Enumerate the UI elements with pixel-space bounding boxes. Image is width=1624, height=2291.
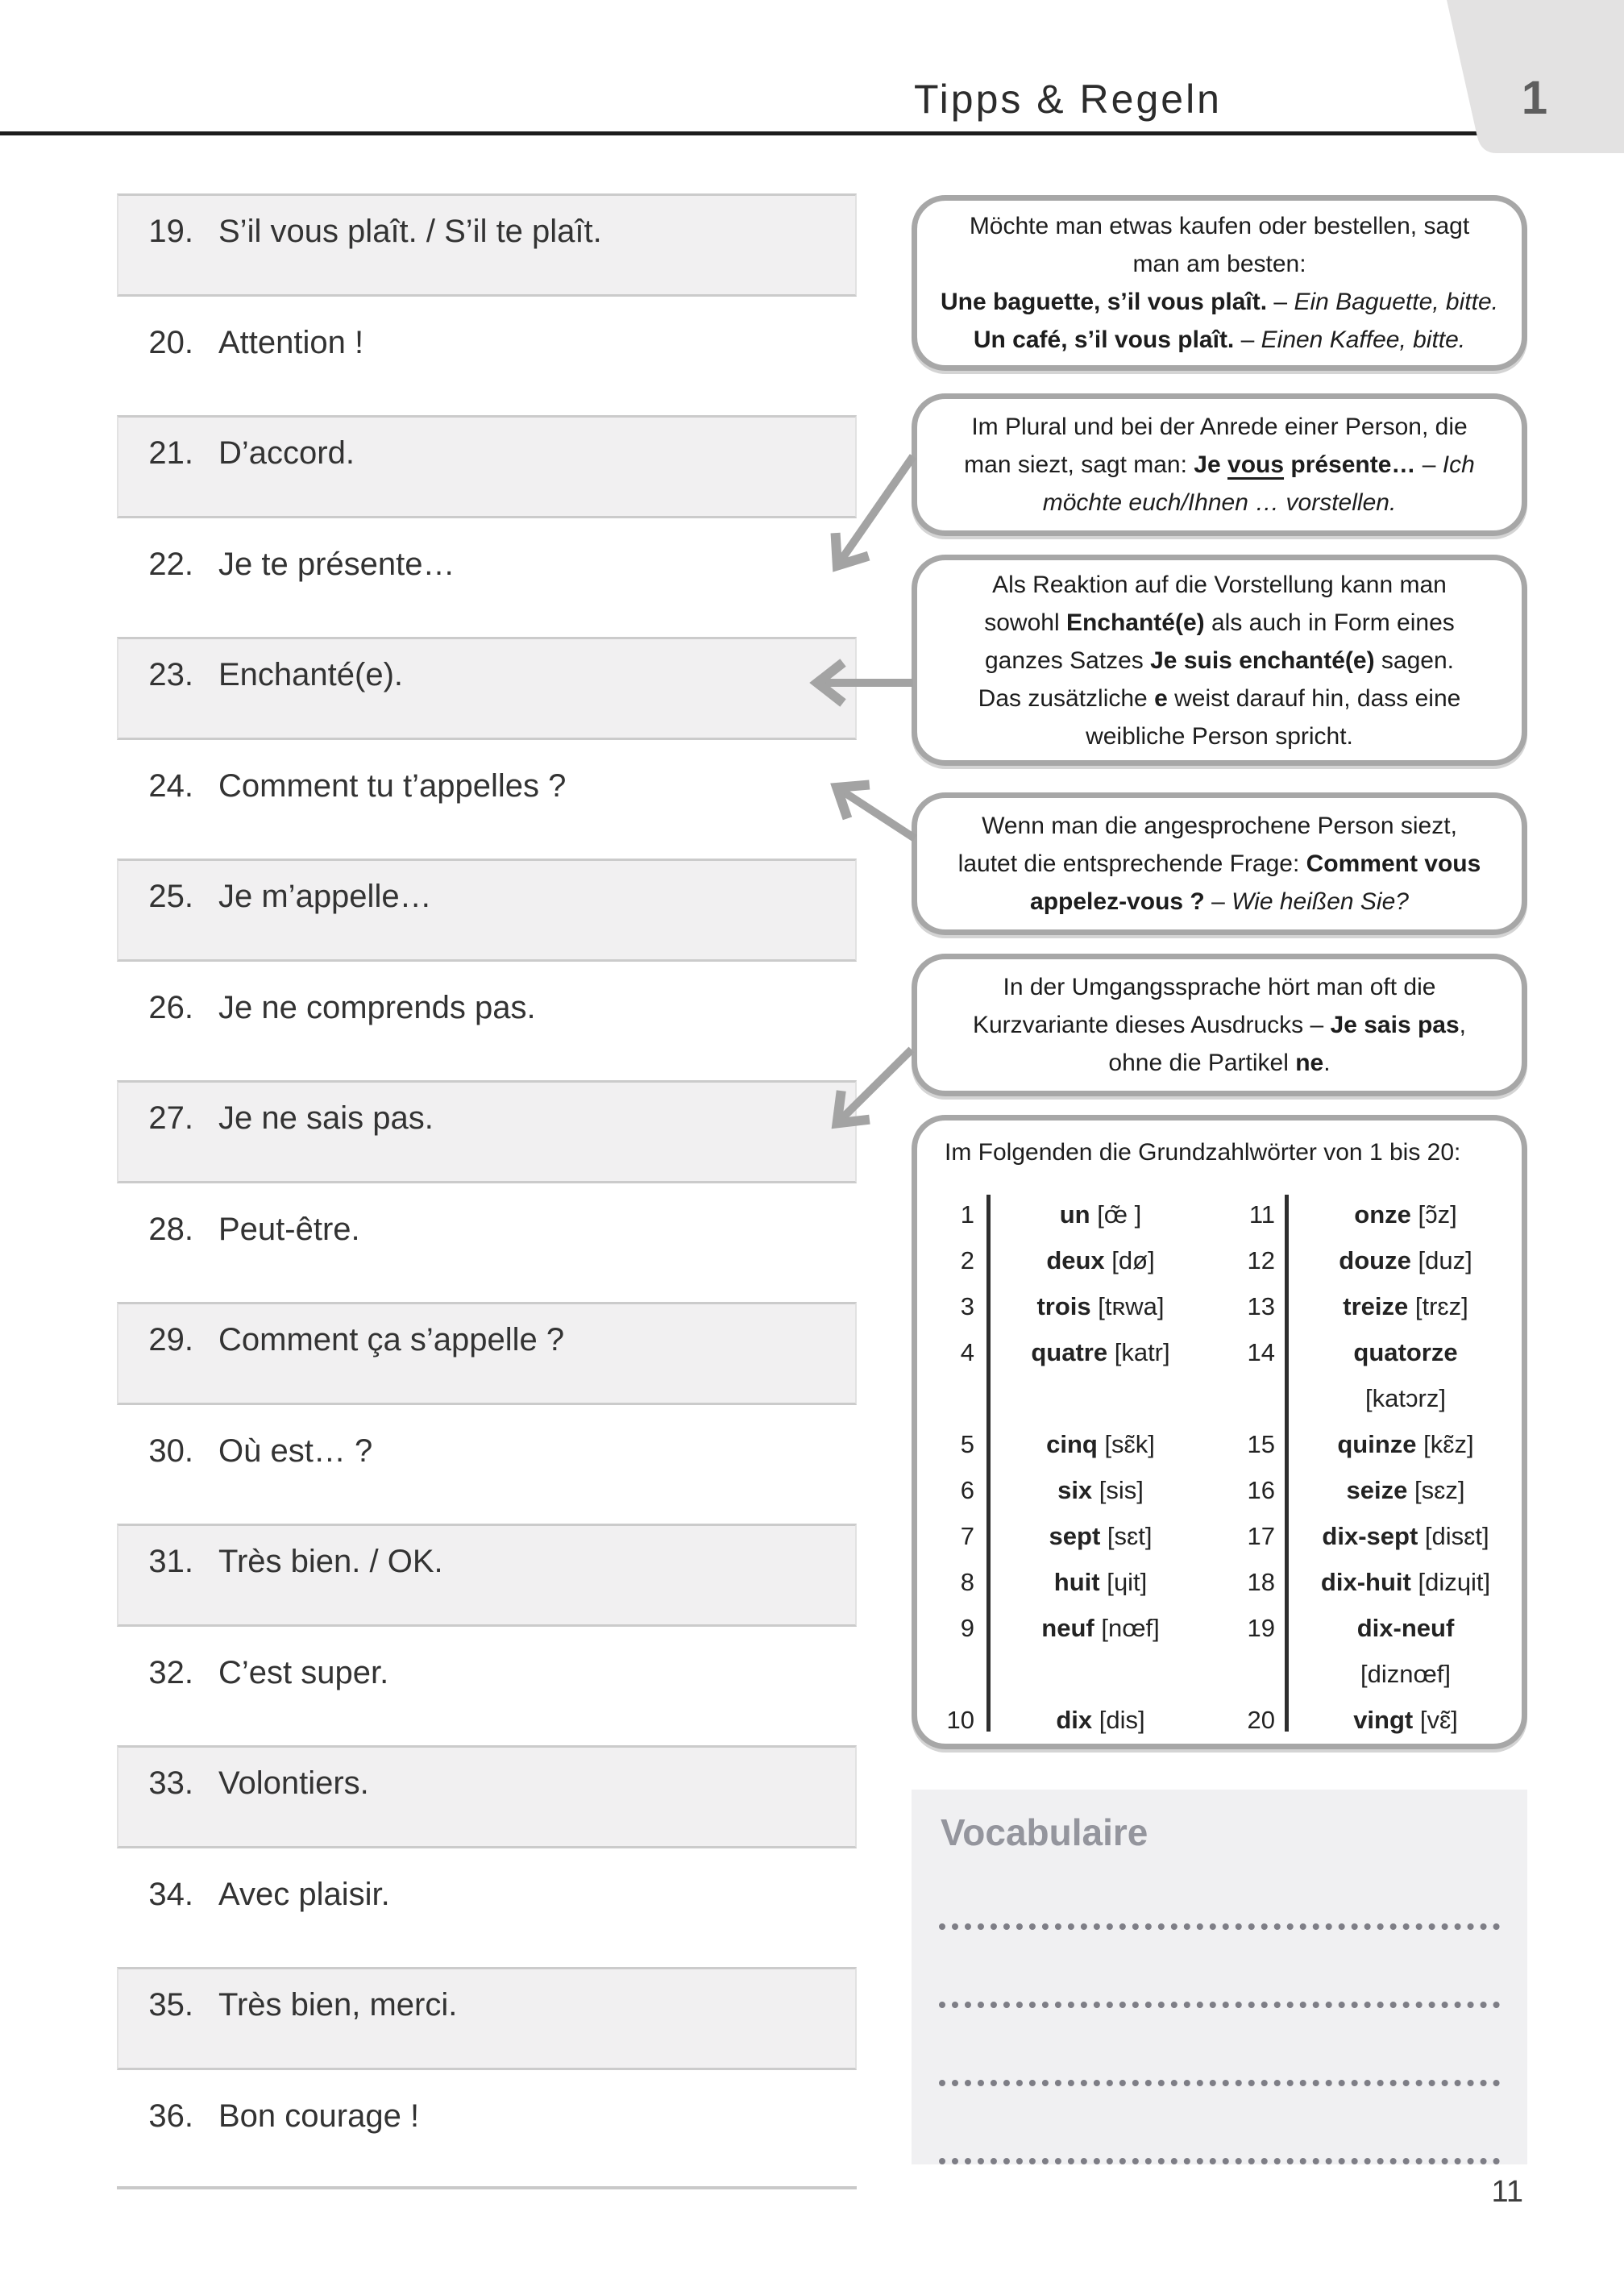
- phonetic: [œ̃ ]: [1097, 1200, 1142, 1229]
- phonetic: [dis]: [1099, 1706, 1145, 1734]
- list-item: [117, 1080, 857, 1191]
- word-cell: [1280, 1283, 1522, 1329]
- text-segment: Je suis enchanté(e): [1150, 647, 1375, 674]
- number-cell: 18: [1247, 1568, 1275, 1596]
- list-item-line: [117, 1635, 857, 1691]
- list-item-number: 27.: [148, 1100, 193, 1136]
- number-cell: 9: [960, 1614, 974, 1642]
- list-item-number: 20.: [148, 324, 193, 360]
- word-cell: [986, 1283, 1215, 1329]
- number-cell: 13: [1247, 1292, 1275, 1320]
- text-segment: weibliche Person spricht.: [1086, 722, 1353, 750]
- text-segment: Als Reaktion auf die Vorstellung kann man: [992, 571, 1447, 598]
- list-item-line: [117, 1967, 857, 2023]
- text-segment: ganzes Satzes: [985, 647, 1151, 674]
- list-item: [117, 2078, 857, 2189]
- text-segment: e: [1154, 684, 1168, 712]
- callout-text-line: [938, 717, 1501, 755]
- number-cell: 5: [960, 1430, 974, 1458]
- phonetic: [dø]: [1111, 1246, 1155, 1274]
- french-word: cinq: [1046, 1430, 1105, 1458]
- list-item-number: 29.: [148, 1322, 193, 1358]
- list-item-number: 33.: [148, 1765, 193, 1801]
- callout-text-line: [938, 604, 1501, 642]
- text-segment: weist darauf hin, dass eine: [1167, 684, 1461, 712]
- word-cell: [986, 1237, 1215, 1283]
- list-item-text: Enchanté(e).: [218, 657, 404, 692]
- text-segment: man siezt, sagt man:: [964, 451, 1194, 478]
- french-word: sept: [1049, 1522, 1107, 1550]
- list-item: [117, 415, 857, 526]
- list-item: [117, 1524, 857, 1635]
- text-segment: man am besten:: [1132, 251, 1306, 277]
- list-item-line: [117, 637, 857, 693]
- list-item-text: S’il vous plaît. / S’il te plaît.: [218, 214, 602, 249]
- callout-buy-order: [912, 195, 1527, 371]
- text-segment: appelez-vous ?: [1030, 888, 1205, 915]
- list-item-number: 35.: [148, 1987, 193, 2023]
- list-item-number: 34.: [148, 1876, 193, 1912]
- callout-text-line: [938, 845, 1501, 883]
- page-title: Tipps & Regeln: [914, 77, 1222, 122]
- text-segment: –: [1267, 289, 1294, 315]
- numbers-table-rows: [917, 1191, 1522, 1743]
- numbers-table-row: [917, 1467, 1522, 1513]
- list-item-line: [117, 1524, 857, 1580]
- word-cell: [986, 1421, 1215, 1467]
- list-item-line: [117, 1413, 857, 1470]
- list-item-text: Je te présente…: [218, 546, 455, 582]
- word-cell: [986, 1559, 1215, 1605]
- list-item-text: Très bien, merci.: [218, 1987, 458, 2023]
- table-rule-left: [986, 1195, 991, 1732]
- text-segment: Das zusätzliche: [978, 684, 1155, 712]
- list-item-number: 24.: [148, 767, 193, 804]
- callout-text-line: [938, 642, 1501, 680]
- callout-text-line: [938, 968, 1501, 1006]
- phonetic: [sis]: [1099, 1476, 1144, 1504]
- phonetic: [ɔ̃z]: [1418, 1200, 1457, 1229]
- text-segment: Wie heißen Sie?: [1231, 888, 1409, 915]
- text-segment: sowohl: [984, 609, 1066, 636]
- phonetic: [disɛt]: [1424, 1522, 1489, 1550]
- text-segment: Comment vous: [1306, 850, 1481, 877]
- list-item: [117, 1302, 857, 1413]
- callout-text-line: [938, 321, 1501, 359]
- french-word: quatorze: [1353, 1338, 1458, 1366]
- list-item-number: 26.: [148, 989, 193, 1025]
- text-segment: –: [1415, 451, 1443, 478]
- phonetic: [katɔrz]: [1365, 1384, 1446, 1412]
- word-cell: [986, 1329, 1215, 1421]
- phrase-list: [117, 193, 857, 2189]
- text-segment: .: [1323, 1050, 1331, 1076]
- callout-text-line: [938, 883, 1501, 921]
- list-item-line: [117, 193, 857, 250]
- word-cell: [1280, 1513, 1522, 1559]
- numbers-table-row: [917, 1421, 1522, 1467]
- list-item-text: Je ne comprends pas.: [218, 989, 536, 1025]
- number-cell: 17: [1247, 1522, 1275, 1550]
- list-item-text: Attention !: [218, 324, 364, 360]
- text-segment: Möchte man etwas kaufen oder bestellen, sagt: [969, 213, 1470, 239]
- callout-text-line: [938, 1044, 1501, 1082]
- list-item: [117, 748, 857, 859]
- phonetic: [tʀwa]: [1098, 1292, 1165, 1320]
- text-segment: ohne die Partikel: [1108, 1050, 1296, 1076]
- list-item: [117, 859, 857, 970]
- word-cell: [1280, 1421, 1522, 1467]
- numbers-table-row: [917, 1605, 1522, 1697]
- list-item-text: Où est… ?: [218, 1432, 373, 1469]
- callout-text-line: [938, 283, 1501, 321]
- numbers-table: [917, 1191, 1522, 1743]
- callout-text-line: [938, 207, 1501, 245]
- number-cell: 14: [1247, 1338, 1275, 1366]
- list-item-line: [117, 1856, 857, 1913]
- list-item: [117, 637, 857, 748]
- phonetic: [sɛt]: [1107, 1522, 1153, 1550]
- number-cell: 8: [960, 1568, 974, 1596]
- number-cell: 20: [1247, 1706, 1275, 1734]
- text-segment: Wenn man die angesprochene Person siezt,: [982, 813, 1457, 839]
- list-item-text: Avec plaisir.: [218, 1876, 390, 1912]
- list-item-line: [117, 526, 857, 583]
- list-item-line: [117, 1302, 857, 1358]
- callout-text-line: [938, 484, 1501, 522]
- phonetic: [vɛ̃]: [1419, 1706, 1458, 1734]
- phonetic: [dizɥit]: [1418, 1568, 1491, 1596]
- text-segment: Je: [1194, 451, 1228, 478]
- list-item-number: 28.: [148, 1211, 193, 1247]
- list-item: [117, 526, 857, 638]
- french-word: deux: [1046, 1246, 1112, 1274]
- list-item-number: 22.: [148, 546, 193, 582]
- number-cell: 3: [960, 1292, 974, 1320]
- phonetic: [ɥit]: [1107, 1568, 1148, 1596]
- french-word: dix-huit: [1320, 1568, 1418, 1596]
- list-item: [117, 970, 857, 1081]
- list-item: [117, 1967, 857, 2078]
- number-cell: 2: [960, 1246, 974, 1274]
- vocabulaire-panel: [912, 1790, 1527, 2164]
- dotted-writing-line: [939, 2158, 1500, 2164]
- list-bottom-divider: [117, 2186, 857, 2189]
- text-segment: –: [1234, 326, 1261, 353]
- text-segment: als auch in Form eines: [1204, 609, 1455, 636]
- list-item-text: Peut-être.: [218, 1211, 360, 1247]
- text-segment: présente…: [1284, 451, 1416, 478]
- phonetic: [nœf]: [1101, 1614, 1160, 1642]
- list-item-line: [117, 1080, 857, 1137]
- text-segment: vous: [1227, 451, 1285, 478]
- numbers-table-row: [917, 1559, 1522, 1605]
- list-item: [117, 1635, 857, 1746]
- callout-text-line: [938, 680, 1501, 717]
- text-segment: ,: [1459, 1012, 1467, 1038]
- list-item-text: C’est super.: [218, 1654, 389, 1690]
- word-cell: [1280, 1559, 1522, 1605]
- numbers-box: [912, 1115, 1527, 1749]
- numbers-table-row: [917, 1191, 1522, 1237]
- list-item: [117, 1745, 857, 1856]
- text-segment: möchte euch/Ihnen … vorstellen.: [1042, 489, 1397, 516]
- word-cell: [986, 1605, 1215, 1697]
- number-cell: 1: [960, 1200, 974, 1229]
- callout-text-line: [938, 1006, 1501, 1044]
- callout-text-line: [938, 245, 1501, 283]
- dotted-writing-line: [939, 2080, 1500, 2086]
- text-segment: Ein Baguette, bitte.: [1294, 289, 1498, 315]
- numbers-table-row: [917, 1697, 1522, 1743]
- number-cell: 10: [946, 1706, 974, 1734]
- phonetic: [duz]: [1418, 1246, 1472, 1274]
- list-item-line: [117, 970, 857, 1026]
- numbers-table-row: [917, 1283, 1522, 1329]
- french-word: un: [1059, 1200, 1098, 1229]
- french-word: huit: [1053, 1568, 1107, 1596]
- list-item-line: [117, 1191, 857, 1248]
- word-cell: [986, 1697, 1215, 1743]
- text-segment: In der Umgangssprache hört man oft die: [1003, 974, 1436, 1000]
- french-word: treize: [1343, 1292, 1415, 1320]
- text-segment: Je sais pas: [1330, 1012, 1460, 1038]
- word-cell: [1280, 1697, 1522, 1743]
- list-item: [117, 1413, 857, 1524]
- word-cell: [1280, 1237, 1522, 1283]
- numbers-caption: Im Folgenden die Grundzahlwörter von 1 bis 20:: [945, 1139, 1461, 1166]
- list-item-line: [117, 1745, 857, 1802]
- phonetic: [katr]: [1114, 1338, 1170, 1366]
- list-item-text: Bon courage !: [218, 2098, 420, 2134]
- text-segment: Kurzvariante dieses Ausdrucks –: [972, 1012, 1331, 1038]
- word-cell: [1280, 1605, 1522, 1697]
- chapter-number: 1: [1521, 72, 1548, 124]
- french-word: quinze: [1337, 1430, 1424, 1458]
- number-cell: 6: [960, 1476, 974, 1504]
- list-item: [117, 1856, 857, 1968]
- number-cell: 12: [1247, 1246, 1275, 1274]
- french-word: douze: [1339, 1246, 1418, 1274]
- list-item-number: 31.: [148, 1544, 193, 1579]
- callout-je-vous-presente: [912, 393, 1527, 536]
- list-item: [117, 1191, 857, 1303]
- list-item-line: [117, 748, 857, 805]
- phonetic: [sɛ̃k]: [1104, 1430, 1155, 1458]
- list-item-text: Très bien. / OK.: [218, 1544, 443, 1579]
- list-item-text: D’accord.: [218, 435, 355, 471]
- list-item-text: Comment ça s’appelle ?: [218, 1322, 565, 1358]
- list-item-number: 25.: [148, 879, 193, 914]
- number-cell: 15: [1247, 1430, 1275, 1458]
- word-cell: [986, 1191, 1215, 1237]
- table-rule-right: [1285, 1195, 1289, 1732]
- list-item-text: Je m’appelle…: [218, 879, 432, 914]
- callout-text-line: [938, 807, 1501, 845]
- numbers-table-row: [917, 1329, 1522, 1421]
- text-segment: lautet die entsprechende Frage:: [957, 850, 1306, 877]
- page-number: 11: [1491, 2175, 1523, 2209]
- word-cell: [1280, 1467, 1522, 1513]
- number-cell: 7: [960, 1522, 974, 1550]
- text-segment: Im Plural und bei der Anrede einer Person, die: [971, 414, 1468, 440]
- text-segment: Un café, s’il vous plaît.: [973, 326, 1235, 353]
- list-item: [117, 193, 857, 305]
- callout-text-line: [938, 408, 1501, 446]
- callout-comment-vous-appelez-vous: [912, 792, 1527, 935]
- french-word: dix: [1056, 1706, 1099, 1734]
- french-word: vingt: [1353, 1706, 1420, 1734]
- list-item-number: 36.: [148, 2098, 193, 2134]
- french-word: dix-neuf: [1356, 1614, 1455, 1642]
- callout-enchante: [912, 555, 1527, 766]
- list-item-line: [117, 305, 857, 361]
- french-word: six: [1057, 1476, 1099, 1504]
- list-item-line: [117, 2078, 857, 2135]
- dotted-writing-line: [939, 2002, 1500, 2008]
- callout-text-line: [938, 566, 1501, 604]
- word-cell: [1280, 1191, 1522, 1237]
- text-segment: ne: [1295, 1050, 1324, 1076]
- callout-text-line: [938, 446, 1501, 484]
- phonetic: [kɛ̃z]: [1423, 1430, 1474, 1458]
- list-item-number: 21.: [148, 435, 193, 471]
- vocabulaire-title: Vocabulaire: [941, 1811, 1148, 1853]
- numbers-table-row: [917, 1237, 1522, 1283]
- list-item-number: 30.: [148, 1432, 193, 1469]
- word-cell: [1280, 1329, 1522, 1421]
- french-word: seize: [1346, 1476, 1414, 1504]
- phonetic: [diznœf]: [1360, 1660, 1451, 1688]
- phonetic: [trɛz]: [1414, 1292, 1468, 1320]
- text-segment: Ich: [1442, 451, 1475, 478]
- list-item-line: [117, 859, 857, 915]
- text-segment: –: [1204, 888, 1232, 915]
- list-item-line: [117, 415, 857, 472]
- dotted-writing-line: [939, 1923, 1500, 1930]
- numbers-table-row: [917, 1513, 1522, 1559]
- callout-je-sais-pas: [912, 954, 1527, 1096]
- text-segment: Une baguette, s’il vous plaît.: [941, 289, 1268, 315]
- number-cell: 11: [1248, 1200, 1275, 1229]
- header-rule: [0, 131, 1481, 135]
- list-item: [117, 305, 857, 416]
- list-item-text: Volontiers.: [218, 1765, 369, 1801]
- text-segment: Einen Kaffee, bitte.: [1261, 326, 1466, 353]
- list-item-number: 23.: [148, 657, 193, 692]
- french-word: neuf: [1041, 1614, 1102, 1642]
- number-cell: 4: [960, 1338, 974, 1366]
- word-cell: [986, 1513, 1215, 1559]
- french-word: quatre: [1031, 1338, 1115, 1366]
- number-cell: 16: [1247, 1476, 1275, 1504]
- text-segment: sagen.: [1374, 647, 1454, 674]
- number-cell: 19: [1247, 1614, 1275, 1642]
- list-item-text: Comment tu t’appelles ?: [218, 767, 567, 804]
- phonetic: [sɛz]: [1414, 1476, 1465, 1504]
- text-segment: Enchanté(e): [1065, 609, 1205, 636]
- list-item-number: 19.: [148, 214, 193, 249]
- list-item-text: Je ne sais pas.: [218, 1100, 434, 1136]
- word-cell: [986, 1467, 1215, 1513]
- french-word: dix-sept: [1322, 1522, 1425, 1550]
- french-word: trois: [1036, 1292, 1099, 1320]
- french-word: onze: [1354, 1200, 1418, 1229]
- list-item-number: 32.: [148, 1654, 193, 1690]
